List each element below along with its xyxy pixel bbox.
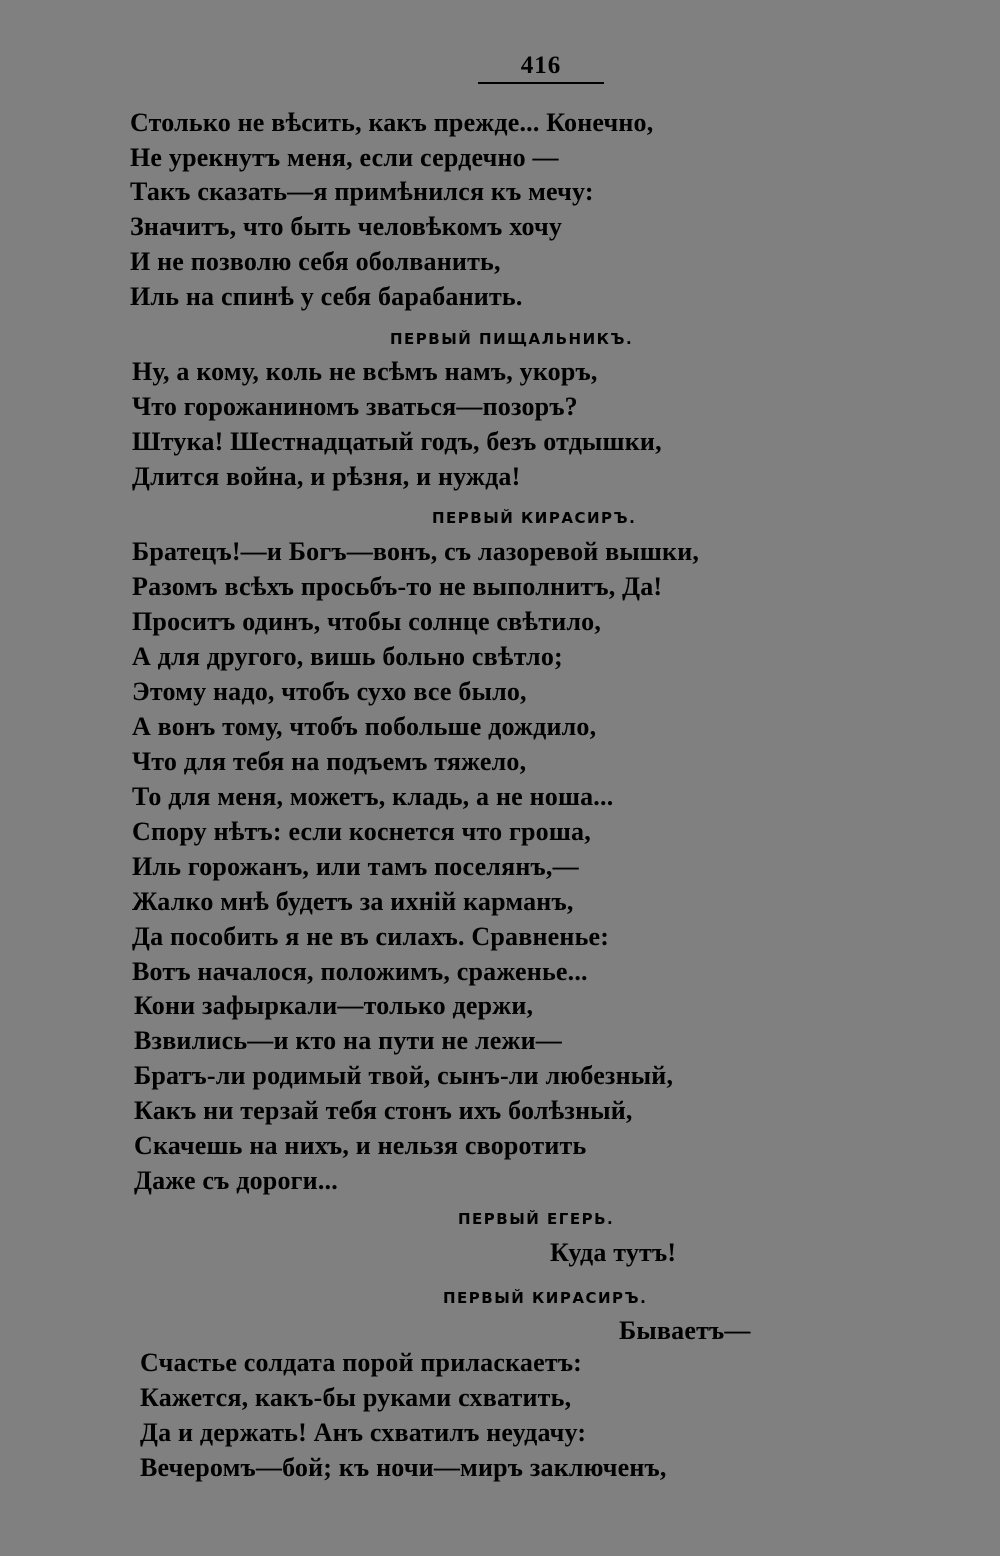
verse-line: Что для тебя на подъемъ тяжело,: [132, 747, 527, 776]
verse-line: Вотъ началося, положимъ, сраженье...: [132, 957, 588, 986]
verse-line: Такъ сказать—я примѣнился къ мечу:: [130, 177, 594, 206]
verse-line: Этому надо, чтобъ сухо все было,: [132, 677, 527, 706]
verse-line: А вонъ тому, чтобъ побольше дождило,: [132, 712, 597, 741]
speaker-name: ПЕРВЫЙ КИРАСИРЪ.: [432, 509, 637, 527]
page-number: 416: [478, 52, 604, 84]
verse-line: Даже съ дороги...: [134, 1166, 338, 1195]
verse-line: Жалко мнѣ будетъ за ихнiй карманъ,: [132, 887, 574, 916]
verse-line: И не позволю себя оболванить,: [130, 247, 501, 276]
speaker-name: ПЕРВЫЙ ПИЩАЛЬНИКЪ.: [390, 330, 634, 348]
verse-line: Иль на спинѣ у себя барабанить.: [130, 282, 523, 311]
verse-line: Какъ ни терзай тебя стонъ ихъ болѣзный,: [134, 1096, 633, 1125]
verse-line: Да пособить я не въ силахъ. Сравненье:: [132, 922, 610, 951]
verse-line: Ну, а кому, коль не всѣмъ намъ, укоръ,: [132, 357, 598, 386]
verse-line: Взвились—и кто на пути не лежи—: [134, 1026, 562, 1055]
verse-line: Значитъ, что быть человѣкомъ хочу: [130, 212, 563, 241]
verse-line: Столько не вѣсить, какъ прежде... Конечно,: [130, 108, 654, 137]
verse-line: Братъ-ли родимый твой, сынъ-ли любезный,: [134, 1061, 674, 1090]
verse-line: Кони зафыркали—только держи,: [134, 991, 534, 1020]
verse-line: Разомъ всѣхъ просьбъ-то не выполнитъ, Да!: [132, 572, 663, 601]
verse-line: Спору нѣтъ: если коснется что гроша,: [132, 817, 591, 846]
verse-line: Проситъ одинъ, чтобы солнце свѣтило,: [132, 607, 602, 636]
verse-line: То для меня, можетъ, кладь, а не ноша...: [132, 782, 614, 811]
speaker-name: ПЕРВЫЙ ЕГЕРЬ.: [458, 1210, 615, 1228]
verse-line: Что горожаниномъ зваться—позоръ?: [132, 392, 578, 421]
verse-line: Бываетъ—: [619, 1316, 751, 1345]
verse-line: Вечеромъ—бой; къ ночи—миръ заключенъ,: [140, 1453, 667, 1482]
verse-line: Не урекнутъ меня, если сердечно —: [130, 143, 559, 172]
verse-line: Братецъ!—и Богъ—вонъ, съ лазоревой вышки,: [132, 537, 700, 566]
verse-line: Куда тутъ!: [550, 1238, 677, 1267]
verse-line: А для другого, вишь больно свѣтло;: [132, 642, 563, 671]
verse-line: Длится война, и рѣзня, и нужда!: [132, 462, 521, 491]
verse-line: Скачешь на нихъ, и нельзя своротить: [134, 1131, 587, 1160]
verse-line: Счастье солдата порой приласкаетъ:: [140, 1348, 583, 1377]
verse-line: Иль горожанъ, или тамъ поселянъ,—: [132, 852, 579, 881]
verse-line: Штука! Шестнадцатый годъ, безъ отдышки,: [132, 427, 662, 456]
verse-line: Кажется, какъ-бы руками схватить,: [140, 1383, 572, 1412]
verse-line: Да и держать! Анъ схватилъ неудачу:: [140, 1418, 587, 1447]
speaker-name: ПЕРВЫЙ КИРАСИРЪ.: [443, 1289, 648, 1307]
